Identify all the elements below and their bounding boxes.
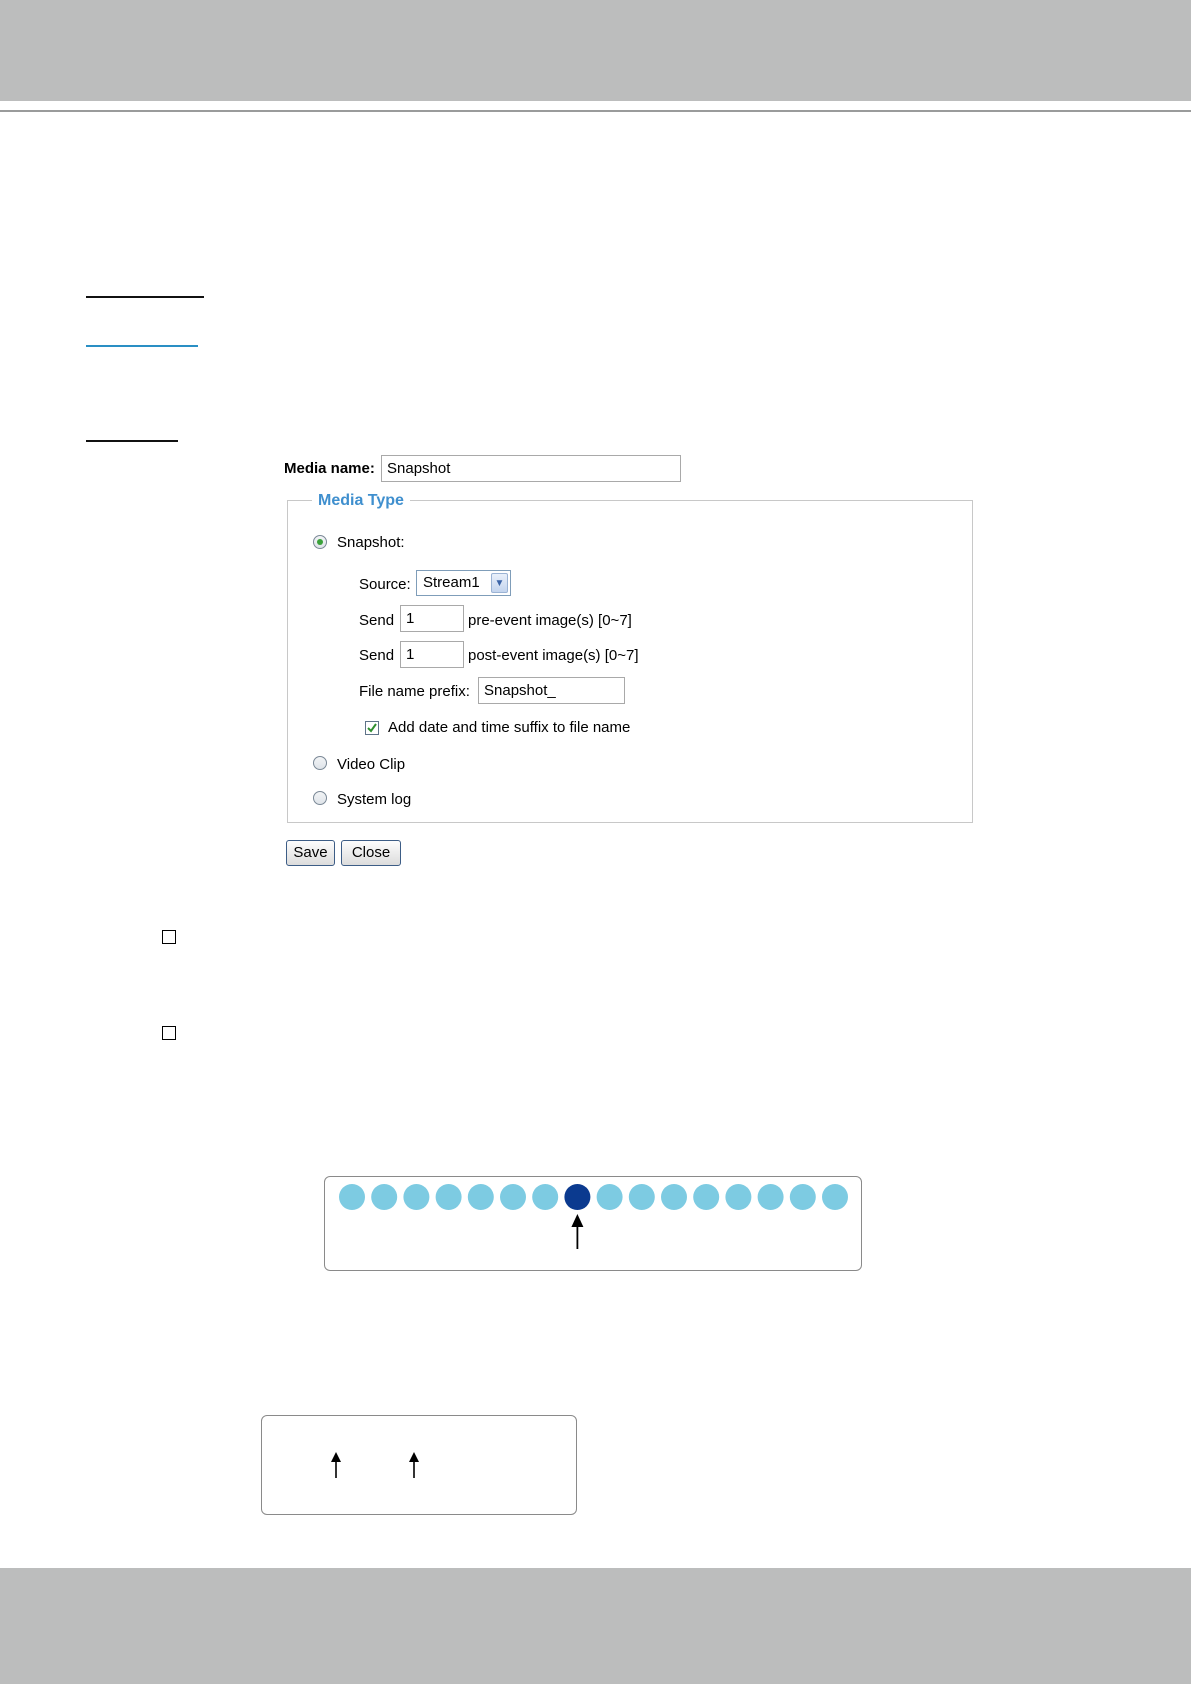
post-event-input[interactable] [400, 641, 464, 668]
frame-dot [500, 1184, 526, 1210]
file-prefix-input[interactable] [478, 677, 625, 704]
post-event-label: post-event image(s) [0~7] [468, 647, 639, 664]
frame-dot [661, 1184, 687, 1210]
frame-dot [532, 1184, 558, 1210]
frame-dot [822, 1184, 848, 1210]
frame-dot [597, 1184, 623, 1210]
frame-dot [725, 1184, 751, 1210]
frame-dot [693, 1184, 719, 1210]
checkmark-icon [366, 722, 378, 734]
source-select-value: Stream1 [423, 574, 480, 591]
frame-timeline-svg [325, 1177, 860, 1269]
media-type-legend: Media Type [312, 492, 410, 510]
video-clip-radio[interactable] [313, 756, 327, 770]
page-footer-band [0, 1568, 1191, 1684]
suffix-checkbox[interactable] [365, 721, 379, 735]
snapshot-radio[interactable] [313, 535, 327, 549]
chevron-down-icon[interactable]: ▼ [491, 573, 508, 593]
up-arrow-icon [571, 1214, 583, 1249]
frame-dot [790, 1184, 816, 1210]
trigger-frame-dot [564, 1184, 590, 1210]
send-label: Send [359, 612, 395, 629]
close-button[interactable]: Close [341, 840, 401, 866]
frame-dot [629, 1184, 655, 1210]
snapshot-label: Snapshot: [337, 534, 405, 551]
frame-dot [339, 1184, 365, 1210]
file-prefix-label: File name prefix: [359, 683, 470, 700]
frame-dot [403, 1184, 429, 1210]
frame-dot [758, 1184, 784, 1210]
suffix-diagram-svg [262, 1416, 575, 1513]
video-clip-label: Video Clip [337, 756, 406, 773]
pre-event-input[interactable] [400, 605, 464, 632]
frame-dot [371, 1184, 397, 1210]
suffix-diagram [261, 1415, 577, 1515]
checkbox-bullet-icon [162, 1026, 176, 1040]
up-arrow-icon [409, 1452, 419, 1478]
suffix-label: Add date and time suffix to file name [388, 719, 631, 736]
system-log-label: System log [337, 791, 412, 808]
checkbox-bullet-icon [162, 930, 176, 944]
media-name-input[interactable] [381, 455, 681, 482]
radio-selected-dot [317, 539, 323, 545]
pre-event-label: pre-event image(s) [0~7] [468, 612, 632, 629]
source-select[interactable] [416, 570, 511, 596]
source-label: Source: [359, 576, 411, 593]
frame-timeline-diagram [324, 1176, 862, 1271]
save-button[interactable]: Save [286, 840, 335, 866]
send-label: Send [359, 647, 395, 664]
up-arrow-icon [331, 1452, 341, 1478]
system-log-radio[interactable] [313, 791, 327, 805]
frame-dot [468, 1184, 494, 1210]
frame-dot [436, 1184, 462, 1210]
media-name-label: Media name: [284, 460, 375, 477]
